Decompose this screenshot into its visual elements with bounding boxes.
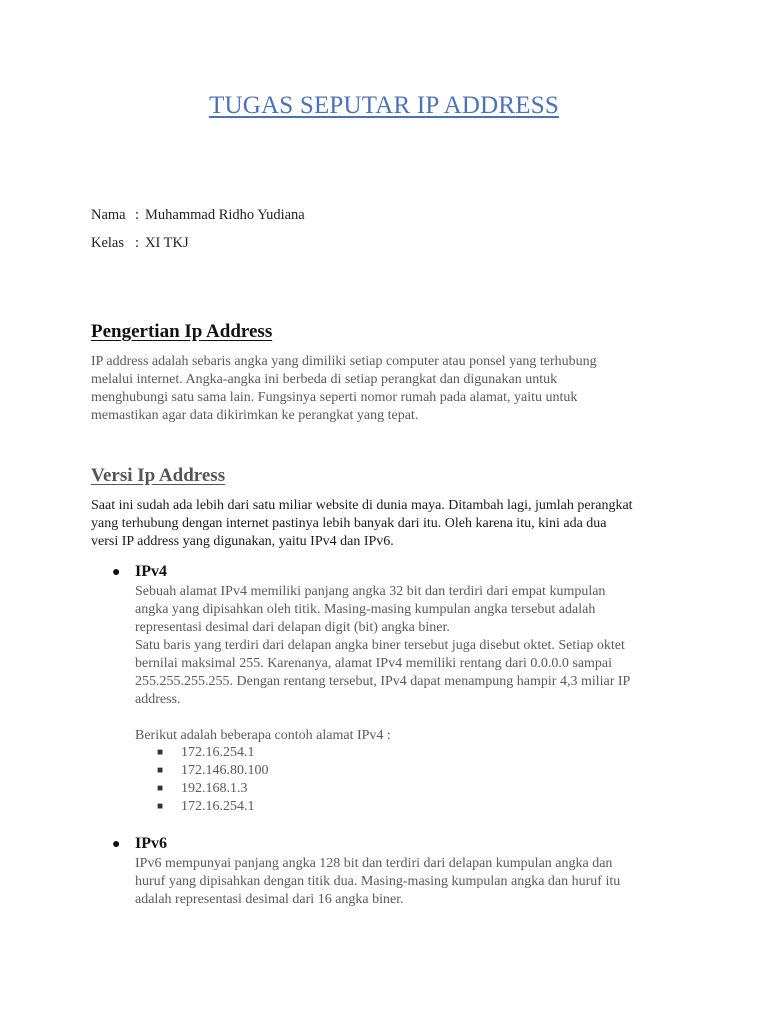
kelas-label: Kelas — [91, 235, 125, 251]
bullet-dot-icon: ● — [112, 837, 121, 852]
paragraph-pengertian — [91, 353, 651, 425]
list-item — [157, 798, 269, 816]
bullet-ipv4 — [112, 563, 167, 581]
ip-example: 172.146.80.100 — [181, 763, 269, 778]
ipv4-heading: IPv4 — [135, 563, 167, 580]
description-line: 255.255.255.255. Dengan rentang tersebut, IPv4 dapat menampung hampir 4,3 miliar IP — [135, 674, 631, 689]
examples-intro: Berikut adalah beberapa contoh alamat IPv4 : — [135, 728, 391, 743]
ip-example: 192.168.1.3 — [181, 781, 248, 796]
ip-example: 172.16.254.1 — [181, 799, 255, 814]
square-bullet-icon: ■ — [157, 783, 164, 794]
description-line: adalah representasi desimal dari 16 angka biner. — [135, 892, 404, 907]
ipv4-description — [135, 583, 695, 745]
description-line: Satu baris yang terdiri dari delapan angka biner tersebut juga disebut oktet. Setiap oktet — [135, 638, 625, 653]
square-bullet-icon: ■ — [157, 801, 164, 812]
paragraph-line: versi IP address yang digunakan, yaitu IPv4 dan IPv6. — [91, 534, 394, 549]
description-line: angka yang dipisahkan oleh titik. Masing-masing kumpulan angka tersebut adalah — [135, 602, 596, 617]
nama-row — [91, 207, 305, 224]
paragraph-line: melalui internet. Angka-angka ini berbeda di setiap perangkat dan digunakan untuk — [91, 372, 558, 387]
bullet-dot-icon: ● — [112, 565, 121, 580]
heading-versi: Versi Ip Address — [91, 465, 226, 486]
nama-separator: : — [135, 207, 140, 223]
square-bullet-icon: ■ — [157, 765, 164, 776]
kelas-separator: : — [135, 235, 140, 251]
ip-example: 172.16.254.1 — [181, 745, 255, 760]
ipv6-description — [135, 855, 695, 909]
bullet-ipv6 — [112, 835, 167, 853]
description-line: IPv6 mempunyai panjang angka 128 bit dan terdiri dari delapan kumpulan angka dan — [135, 856, 613, 871]
ipv4-example-list — [157, 744, 269, 816]
square-bullet-icon: ■ — [157, 747, 164, 758]
kelas-row — [91, 235, 189, 252]
list-item — [157, 744, 269, 762]
description-line: representasi desimal dari delapan digit (bit) angka biner. — [135, 620, 450, 635]
description-line: bernilai maksimal 255. Karenanya, alamat IPv4 memiliki rentang dari 0.0.0.0 sampai — [135, 656, 613, 671]
page-title: TUGAS SEPUTAR IP ADDRESS — [209, 92, 559, 119]
paragraph-line: IP address adalah sebaris angka yang dimiliki setiap computer atau ponsel yang terhubung — [91, 354, 597, 369]
paragraph-line: memastikan agar data dikirimkan ke perangkat yang tepat. — [91, 408, 419, 423]
nama-value: Muhammad Ridho Yudiana — [145, 207, 305, 223]
description-line: address. — [135, 692, 181, 707]
list-item — [157, 780, 269, 798]
paragraph-versi — [91, 497, 691, 551]
description-line: huruf yang dipisahkan dengan titik dua. Masing-masing kumpulan angka dan huruf itu — [135, 874, 621, 889]
kelas-value: XI TKJ — [145, 235, 189, 251]
paragraph-line: menghubungi satu sama lain. Fungsinya seperti nomor rumah pada alamat, yaitu untuk — [91, 390, 578, 405]
paragraph-line: Saat ini sudah ada lebih dari satu miliar website di dunia maya. Ditambah lagi, jumlah perangkat — [91, 498, 633, 513]
nama-label: Nama — [91, 207, 126, 223]
heading-pengertian: Pengertian Ip Address — [91, 321, 273, 342]
description-line: Sebuah alamat IPv4 memiliki panjang angka 32 bit dan terdiri dari empat kumpulan — [135, 584, 606, 599]
paragraph-line: yang terhubung dengan internet pastinya lebih banyak dari itu. Oleh karena itu, kini ada dua — [91, 516, 607, 531]
ipv6-heading: IPv6 — [135, 835, 167, 852]
list-item — [157, 762, 269, 780]
